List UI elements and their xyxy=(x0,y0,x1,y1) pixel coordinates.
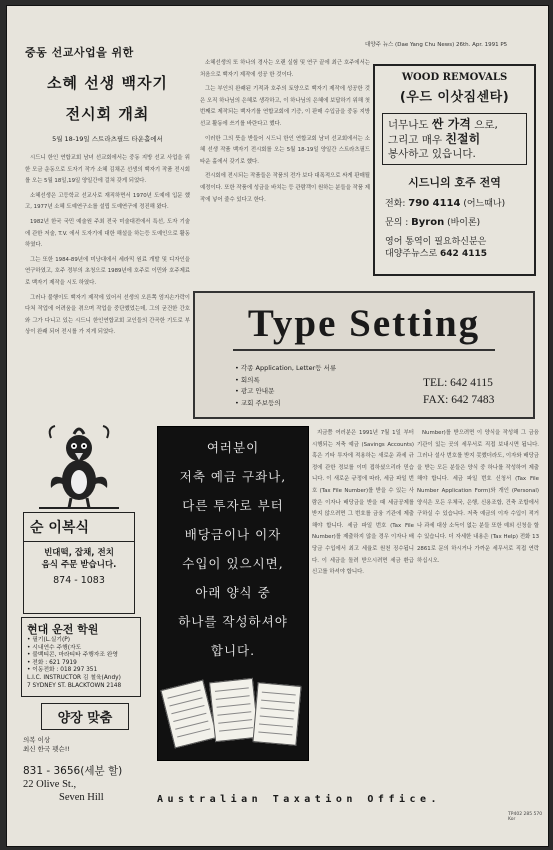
article-paragraph: 1982년 한국 국민 예술원 주최 전국 미술대전에서 특선, 도자 기술에 관한 저술, T.V. 에서 도자기에 대한 해설을 하는등 도예인으로 활동 하였다. xyxy=(25,218,190,249)
fax-number: FAX: 642 7483 xyxy=(423,394,495,406)
wood-ad-interpreter-note xyxy=(385,236,534,260)
title-rule xyxy=(233,349,495,351)
type-setting-ad xyxy=(193,291,535,419)
article-paragraph: 그는 또한 1984-89년에 미낭대에서 세라믹 원료 개발 및 디자인을 연구하였고, 호주 정부의 초청으로 1989년에 호주로 이민와 호주제료로 백자기 제작을 시도 하였다. xyxy=(25,256,190,286)
driving-line: • 전화 : 621 7919 xyxy=(27,659,77,666)
tailor-line: 최신 한국 펫슨!! xyxy=(23,745,71,753)
tax-ad-line: 저축 예금 구좌나, xyxy=(179,469,287,484)
contact-label: 문의 : xyxy=(385,218,412,228)
tax-ad-text-column-2 xyxy=(417,428,539,570)
service-item: • 각종 Application, Letter등 서류 xyxy=(235,363,336,375)
newspaper-page xyxy=(6,5,549,847)
note-line: 영어 통역이 필요하신분은 xyxy=(385,237,487,247)
tax-ad-line: 다른 투자로 부터 xyxy=(182,498,284,513)
phone-label: 전화: xyxy=(385,199,409,209)
article-paragraph: 그는 부인의 완쾌된 기적과 호주의 토양으로 백자기 제작에 성공한 것은 오직 하나님의 은혜로 생각하고, 이 하나님의 은혜에 보답하기 위해 첫번째로 제작되는 백자기를 연합교회에 기증, 이 판매 수입금을 중동 지방 선교 활동에 쓰기를 바란다고 했다. xyxy=(200,86,370,127)
tax-ad-line: 여러분이 xyxy=(206,440,260,455)
bird-illustration xyxy=(29,418,129,513)
driving-line: • 불백티콘, 마라티타 주행자조 완영 xyxy=(27,652,119,659)
type-setting-contact xyxy=(423,375,494,409)
contact-note: (바이론) xyxy=(444,218,481,228)
catering-line: 음식 주문 받습니다. xyxy=(41,560,117,570)
phone-note: (어느때나) xyxy=(460,199,506,209)
article-body-middle xyxy=(200,58,370,209)
catering-ad xyxy=(23,512,135,614)
tel-number: TEL: 642 4115 xyxy=(423,377,493,389)
service-list xyxy=(235,363,336,409)
tax-form-illustration xyxy=(252,682,301,746)
tailor-address xyxy=(23,778,141,804)
wood-ad-slogan-box xyxy=(382,113,527,165)
wood-ad-contact xyxy=(385,215,534,228)
driving-school-title: 현대 운전 학원 xyxy=(27,623,99,636)
wood-ad-phone xyxy=(385,196,534,209)
driving-line: • 필기(L.실기(P) xyxy=(27,637,71,643)
printer-code: TP402 285 570 Kor xyxy=(508,812,543,822)
slogan-text: 으로, xyxy=(470,119,498,131)
slogan-text: 너무나도 xyxy=(388,119,432,131)
wood-ad-subtitle: (우드 이삿짐센타) xyxy=(399,90,510,105)
article-headline: 소혜 선생 백자기 xyxy=(47,74,168,92)
article-paragraph: 이러한 그의 뜻을 받들어 시드니 한인 연합교회 남녀 선교회에서는 소혜 선생 작품 백자기 전시회를 오는 5월 18-19일 양일간 스트라츠필드 타운 홀에서 갖기로 했다. xyxy=(200,135,370,165)
tax-paragraph: Number)를 받으려면 이 양식을 작성해 그 금융 기관이 있는 곳의 세무서로 직접 보내시면 됩니다. 그러나 설사 번호를 받지 못했더라도, 이자와 배당금을 받는 모든 분들은 양식 중 하나를 작성하여 제출해야 합니다. 세금 파일 번호 신청서 (Tax File Number Application Form)와 개인 (Personal) 양식은 모든 우체국, 은행, 신용조합, 건축 조합에서 구하실 수 있습니다. 저축 예금의 이자 수입이 적거나 과세 대상 소득이 없는 분들 또한 예외 신청을 할 수 있습니다. 더 자세한 내용은 (Tax Help) 전화 13 2861로 문의 하시거나 가까운 세무서로 직접 연락 하십시오. xyxy=(417,430,539,564)
article-headline-2: 전시회 개최 xyxy=(65,105,150,123)
wood-ad-title: WOOD REMOVALS xyxy=(401,72,508,83)
article-body-left xyxy=(25,153,190,339)
wood-ad-coverage: 시드니의 호주 전역 xyxy=(408,176,501,189)
article-paragraph: 전시회에 전시되는 작품들은 작품의 전가 보다 대폭적으로 싸게 판매될 예정이다. 또한 작품에 성금을 바치는 등 관람객이 원하는 분들을 작품 제작에 넣어 줄수 있다고 한다. xyxy=(200,173,370,203)
type-setting-title: Type Setting xyxy=(247,302,481,345)
tailor-line: 의복 이상 xyxy=(23,736,51,744)
tax-form-illustration xyxy=(209,678,259,742)
article-kicker: 중동 선교사업을 위한 xyxy=(25,46,134,59)
catering-phone: 874 - 1083 xyxy=(53,575,105,586)
catering-line: 빈대떡, 잡채, 전치 xyxy=(44,548,114,558)
tax-ad-line: 합니다. xyxy=(210,643,256,658)
article-paragraph: 소혜선생은 고등학교 선교사로 재직하면서 1970년 도예에 입문 했고, 1977년 소혜 도예연구소를 설립 도예연구에 정진해 왔다. xyxy=(25,192,190,211)
tax-ad-text-column-1 xyxy=(312,428,414,582)
tax-ad-line: 아래 양식 중 xyxy=(195,585,271,600)
article-dateline: 5월 18-19일 스트라츠필드 타운홀에서 xyxy=(52,135,163,143)
driving-line: L.I.C. INSTRUCTOR 김 철육(Andy) xyxy=(27,674,121,681)
catering-ad-text xyxy=(24,547,134,571)
driving-school-ad xyxy=(21,617,141,697)
wood-removals-ad xyxy=(373,64,536,276)
tailor-phone: 831 - 3656(세분 할) xyxy=(23,765,123,777)
note-phone: 642 4115 xyxy=(440,249,487,259)
slogan-text: 그리고 매우 xyxy=(388,134,446,146)
phone-number: 790 4114 xyxy=(408,198,461,209)
tax-ad-line: 수입이 있으시면, xyxy=(182,556,284,571)
address-line: Seven Hill xyxy=(59,792,104,803)
tailor-ad xyxy=(23,703,141,803)
note-line: 대양주뉴스로 xyxy=(385,249,441,259)
address-line: 22 Olive St., xyxy=(23,779,77,790)
service-item: • 교회 주보등의 xyxy=(235,398,336,410)
slogan-emphasis: 싼 가격 xyxy=(431,117,471,131)
service-item: • 회의록 xyxy=(235,375,336,387)
article-paragraph: 그러나 불행이도 백자기 제작에 있어서 선생의 오른쪽 엄지손가락이 다쳐 작업에 어려움을 겪으며 작업을 중단했었는데, 그의 굳건한 간호와 그가 다니고 있는 시드니 한인연합교회 교인들의 간곡한 기도로 부상이 완쾌 되어 전시를 가 지게 되었다. xyxy=(25,294,190,336)
tax-ad-line: 배당금이나 이자 xyxy=(184,527,282,542)
service-item: • 광고 안내문 xyxy=(235,386,336,398)
contact-name: Byron xyxy=(411,217,445,228)
tax-forms-image xyxy=(157,676,309,760)
driving-line: • 시내연수 주행(자도 xyxy=(27,644,82,651)
masthead-line: 대양주 뉴스 (Dae Yang Chu News) 26th. Apr. 1991 P5 xyxy=(365,42,508,48)
tailor-ad-title: 양장 맞춤 xyxy=(41,703,129,730)
driving-line: • 이동전화 : 018 297 351 xyxy=(27,667,98,674)
tax-ad-line: 하나를 작성하셔야 xyxy=(178,614,288,629)
slogan-emphasis: 친절히 xyxy=(445,132,481,146)
tailor-ad-text xyxy=(23,736,141,754)
driving-line: 7 SYDNEY ST. BLACKTOWN 2148 xyxy=(27,682,122,689)
tax-paragraph: 지금쯤 여러분은 1991년 7월 1일 부터 시행되는 저축 예금 (Savings Accounts) 혹은 기타 투자에 적용하는 새로운 과세 규정에 관한 정보를 이미 접하셨으리라 믿습니다. 이 새로운 규정에 따라, 세금 파일 번호 (Tax File Number)를 받을 수 있는 사람은 이자나 배당금을 받을 때 세금공제를 받지 않으려면 그 번호를 금융 기관에 제출해야 합니다. 세금 파일 번호 (Tax File Number)를 제출하지 않을 경우 이자나 배당금 수입에서 최고 세율로 원천 징수됩니다. 이 세금을 돌려 받으시려면 세금 환급 신고를 하셔야 합니다. xyxy=(312,430,414,576)
article-paragraph: 소혜선생의 또 하나의 경사는 오랜 실험 및 연구 끝에 최근 호주에서는 처음으로 백자기 제작에 성공 한 것이다. xyxy=(200,60,370,78)
article-paragraph: 시드니 한인 연합교회 남녀 선교회에서는 중동 지방 선교 사업을 위한 모금 운동으로 도자기 작가 소혜 김채곤 선생의 백자기 작품 전시회를 오는 5월 18일,19일 양일간에 걸쳐 갖게 되었다. xyxy=(25,155,190,185)
article-left-column xyxy=(25,44,190,342)
tax-office-footer: Australian Taxation Office. xyxy=(157,794,442,805)
slogan-text: 봉사하고 있읍니다. xyxy=(388,148,476,160)
catering-ad-name: 순 이복식 xyxy=(24,513,134,542)
